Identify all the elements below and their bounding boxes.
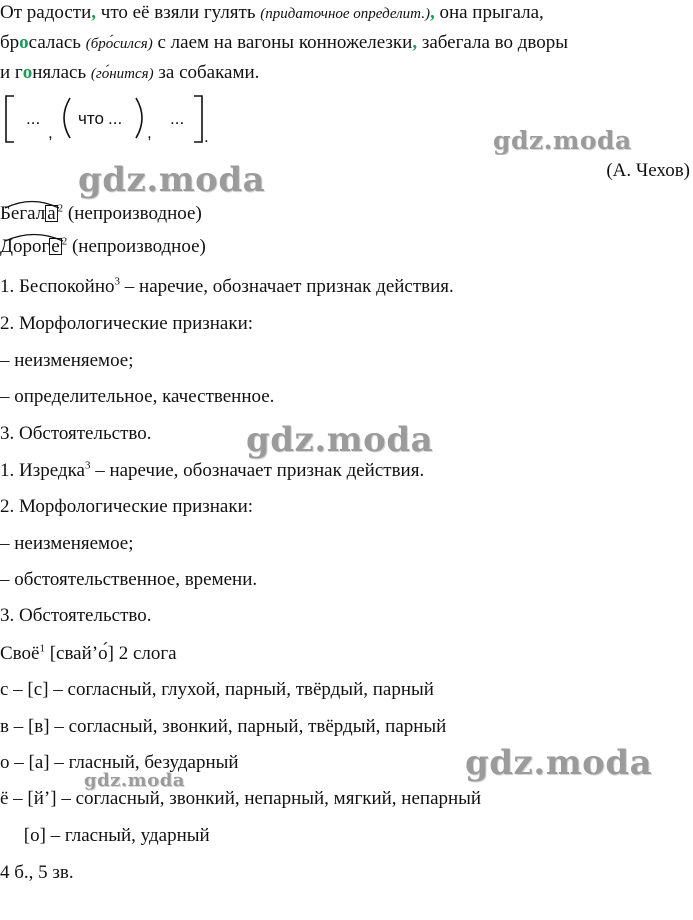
- text: салась: [28, 32, 86, 53]
- sentence-line-1: [0, 2, 544, 25]
- scheme-word: что: [78, 109, 104, 128]
- watermark: gdz.moda: [246, 420, 434, 460]
- analysis-line: Своё$^1$ [свай’о́] 2 слога: [0, 642, 177, 664]
- check-word-note: (го́нится): [90, 66, 154, 82]
- sentence-scheme: [2, 90, 222, 152]
- word-note: (непроизводное): [67, 236, 206, 257]
- watermark: gdz.moda: [493, 126, 632, 155]
- watermark: gdz.moda: [84, 770, 185, 791]
- sentence-line-3: [0, 62, 259, 85]
- root-arc-icon: [3, 230, 65, 242]
- text: с лаем на вагоны конножелезки: [152, 32, 413, 53]
- text: От радости: [0, 2, 92, 23]
- author: (А. Чехов): [606, 160, 690, 181]
- word-stem: Бегал: [0, 203, 46, 224]
- analysis-line: 3. Обстоятельство.: [0, 605, 152, 626]
- analysis-line: – обстоятельственное, времени.: [0, 569, 258, 590]
- analysis-line: 2. Морфологические признаки:: [0, 496, 254, 517]
- watermark: gdz.moda: [78, 160, 266, 200]
- analysis-line: ё – [й’] – согласный, звонкий, непарный, мягкий, непарный: [0, 788, 482, 809]
- analysis-line: 1. Изредка$^3$ – наречие, обозначает признак действия.: [0, 459, 425, 481]
- clause-note: (придаточное определит.): [260, 6, 430, 22]
- analysis-line: в – [в] – согласный, звонкий, парный, твёрдый, парный: [0, 716, 447, 737]
- watermark: gdz.moda: [465, 743, 653, 783]
- sentence-line-2: [0, 32, 568, 55]
- comma-mark: ,: [412, 32, 418, 53]
- analysis-line: [о] – гласный, ударный: [0, 825, 210, 846]
- comma-mark: ,: [91, 2, 97, 23]
- scheme-period: .: [204, 127, 209, 146]
- scheme-dots-right: ...: [170, 109, 185, 128]
- analysis-line: 2. Морфологические признаки:: [0, 313, 254, 334]
- analysis-line: 3. Обстоятельство.: [0, 423, 152, 444]
- text: за собаками.: [153, 62, 260, 83]
- text: и г: [0, 62, 23, 83]
- root-arc-icon: [3, 197, 61, 209]
- word-note: (непроизводное): [63, 203, 202, 224]
- analysis-line: – определительное, качественное.: [0, 386, 275, 407]
- text: нялась: [32, 62, 91, 83]
- word-parse-1: [0, 203, 202, 225]
- analysis-line: – неизменяемое;: [0, 533, 134, 554]
- analysis-line: с – [с] – согласный, глухой, парный, твёрдый, парный: [0, 679, 434, 700]
- superscript: 2: [61, 235, 68, 248]
- comma-mark: ,: [429, 2, 435, 23]
- word-stem: Дорог: [0, 236, 50, 257]
- scheme-comma: ,: [147, 123, 152, 142]
- vowel-mark: о: [19, 32, 29, 53]
- scheme-dots-left: ...: [26, 109, 41, 128]
- text: что её взяли гулять: [96, 2, 261, 23]
- scheme-comma: ,: [48, 123, 53, 142]
- word-ending: е: [51, 236, 60, 257]
- check-word-note: (бро́сился): [85, 36, 153, 52]
- text: бр: [0, 32, 20, 53]
- text: забегала во дворы: [417, 32, 569, 53]
- word-parse-2: [0, 236, 206, 258]
- vowel-mark: о: [22, 62, 33, 83]
- analysis-line: 1. Беспокойно$^3$ – наречие, обозначает признак действия.: [0, 275, 454, 297]
- word-ending: а: [47, 203, 56, 224]
- text: она прыгала,: [434, 2, 544, 23]
- superscript: 2: [57, 202, 64, 215]
- analysis-line: 4 б., 5 зв.: [0, 862, 74, 883]
- scheme-word-dots: ...: [108, 109, 123, 128]
- analysis-line: – неизменяемое;: [0, 350, 134, 371]
- analysis-line: о – [а] – гласный, безударный: [0, 752, 239, 773]
